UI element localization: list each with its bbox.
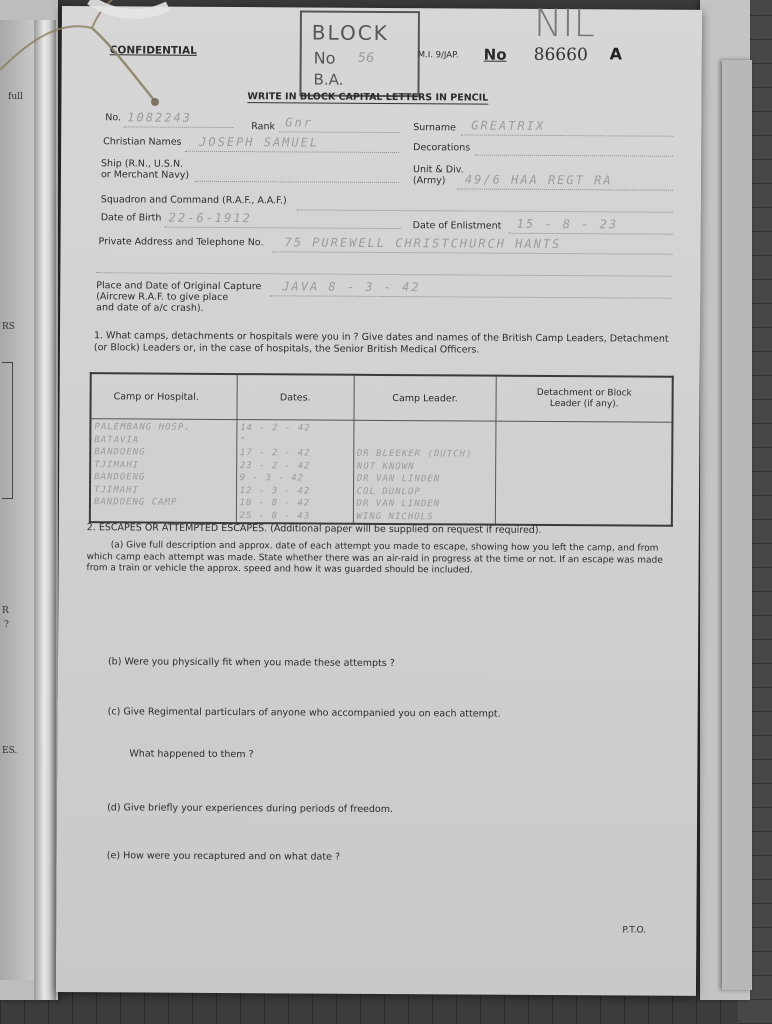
christian-names-value: JOSEPH SAMUEL	[199, 134, 320, 150]
decorations-label: Decorations	[413, 142, 471, 154]
stamp-line-3: B.A.	[313, 70, 344, 89]
table-cell: WING NICHOLS	[353, 510, 496, 524]
section-2-heading: 2. ESCAPES OR ATTEMPTED ESCAPES. (Additional paper will be supplied on request if required).	[86, 522, 542, 536]
left-page-fragment: full	[8, 92, 23, 102]
table-cell: DR VAN LINDEN	[353, 498, 496, 511]
form-suffix: A	[609, 44, 623, 64]
form-reference: M.I. 9/JAP.	[417, 50, 459, 61]
table-cell: 25 - 8 - 43	[236, 510, 353, 524]
section-2c-followup: What happened to them ?	[129, 748, 254, 761]
table-cell: BANDOENG CAMP	[90, 496, 236, 509]
table-cell: DR BLEEKER (DUTCH)	[353, 448, 496, 461]
table-cell: NOT KNOWN	[353, 460, 496, 473]
table-cell: COL DUNLOP	[353, 485, 496, 498]
section-2e-question: (e) How were you recaptured and on what date ?	[106, 850, 341, 863]
capture-value: JAVA 8 - 3 - 42	[282, 279, 421, 295]
left-page-fragment: ?	[4, 620, 9, 630]
surname-value: GREATRIX	[471, 118, 546, 133]
table-cell: 14 - 2 - 42	[237, 420, 354, 436]
form-serial-number: 86660	[533, 44, 588, 66]
column-header: Camp Leader.	[354, 375, 497, 421]
table-cell: 17 - 2 - 42	[236, 447, 353, 460]
table-cell: BATAVIA	[90, 434, 236, 447]
date-of-birth-value: 22-6-1912	[168, 210, 252, 226]
number-symbol: No	[483, 45, 507, 64]
section-2b-question: (b) Were you physically fit when you made these attempts ?	[107, 656, 395, 670]
table-cell: BANDOENG	[90, 446, 236, 459]
section-1-question: 1. What camps, detachments or hospitals were you in ? Give dates and names of the British Camp Leaders, Detachment (or Block) Leaders or, in the case of hospitals, the Senior British Medical Officers.	[93, 330, 669, 356]
table-cell: BANDOENG	[90, 471, 236, 484]
left-page-fragment: R	[2, 606, 9, 616]
nil-annotation: NIL	[533, 0, 595, 46]
date-of-birth-label: Date of Birth	[100, 212, 162, 224]
capture-label-3: and date of a/c crash).	[96, 302, 204, 314]
section-2d-question: (d) Give briefly your experiences during periods of freedom.	[107, 802, 394, 816]
section-2c-question: (c) Give Regimental particulars of anyone who accompanied you on each attempt.	[107, 706, 501, 720]
section-2a-question: (a) Give full description and approx. date of each attempt you made to escape, showing how you left the camp, and from which camp each attempt was made. State whether there was an air-raid in progress at the time or not. If an escape was made from a train or vehicle the approx. speed and how it was guarded should be included.	[86, 540, 663, 576]
table-cell: 23 - 2 - 42	[236, 460, 353, 473]
rank-value: Gnr	[285, 115, 314, 130]
capture-label-2: (Aircrew R.A.F. to give place	[96, 291, 229, 304]
confidential-label: CONFIDENTIAL	[109, 44, 197, 57]
enlistment-label: Date of Enlistment	[412, 220, 502, 232]
left-page-fragment: ES.	[2, 746, 18, 756]
no-label: No.	[105, 112, 122, 124]
stamp-line-2: No	[313, 48, 336, 68]
ship-label-2: or Merchant Navy)	[100, 169, 190, 181]
unit-value: 49/6 HAA REGT RA	[464, 172, 613, 188]
stamp-line-1: BLOCK	[311, 20, 389, 45]
table-cell: 9 - 3 - 42	[236, 472, 353, 485]
enlistment-value: 15 - 8 - 23	[516, 216, 619, 232]
rank-label: Rank	[251, 121, 276, 133]
no-value: 1082243	[127, 110, 192, 125]
address-label: Private Address and Telephone No.	[98, 236, 264, 249]
pto-label: P.T.O.	[622, 925, 647, 936]
column-header: Dates.	[237, 374, 354, 420]
column-header: Detachment or Block Leader (if any).	[496, 376, 672, 423]
surname-label: Surname	[413, 122, 457, 134]
unit-label-2: (Army)	[412, 175, 446, 187]
table-cell: TJIMAHI	[90, 484, 236, 497]
column-header: Camp or Hospital.	[90, 373, 236, 419]
left-page-fragment: RS	[2, 322, 15, 332]
table-cell: 18 - 8 - 42	[236, 497, 353, 510]
capture-label-1: Place and Date of Original Capture	[96, 280, 262, 293]
instruction-heading: WRITE IN BLOCK CAPITAL LETTERS IN PENCIL	[247, 91, 489, 104]
ship-label-1: Ship (R.N., U.S.N.	[101, 158, 184, 170]
table-cell: TJIMAHI	[90, 459, 236, 472]
address-value: 75 PUREWELL CHRISTCHURCH HANTS	[284, 235, 562, 252]
table-cell: "	[236, 435, 353, 448]
stamp-handwritten-number: 56	[357, 50, 375, 66]
table-cell: PALEMBANG HOSP.	[90, 419, 236, 435]
squadron-label: Squadron and Command (R.A.F., A.A.F.)	[100, 194, 287, 207]
table-cell: 12 - 3 - 42	[236, 485, 353, 498]
table-cell: DR VAN LINDEN	[353, 473, 496, 486]
unit-label-1: Unit & Div.	[412, 164, 464, 176]
christian-names-label: Christian Names	[103, 136, 182, 148]
